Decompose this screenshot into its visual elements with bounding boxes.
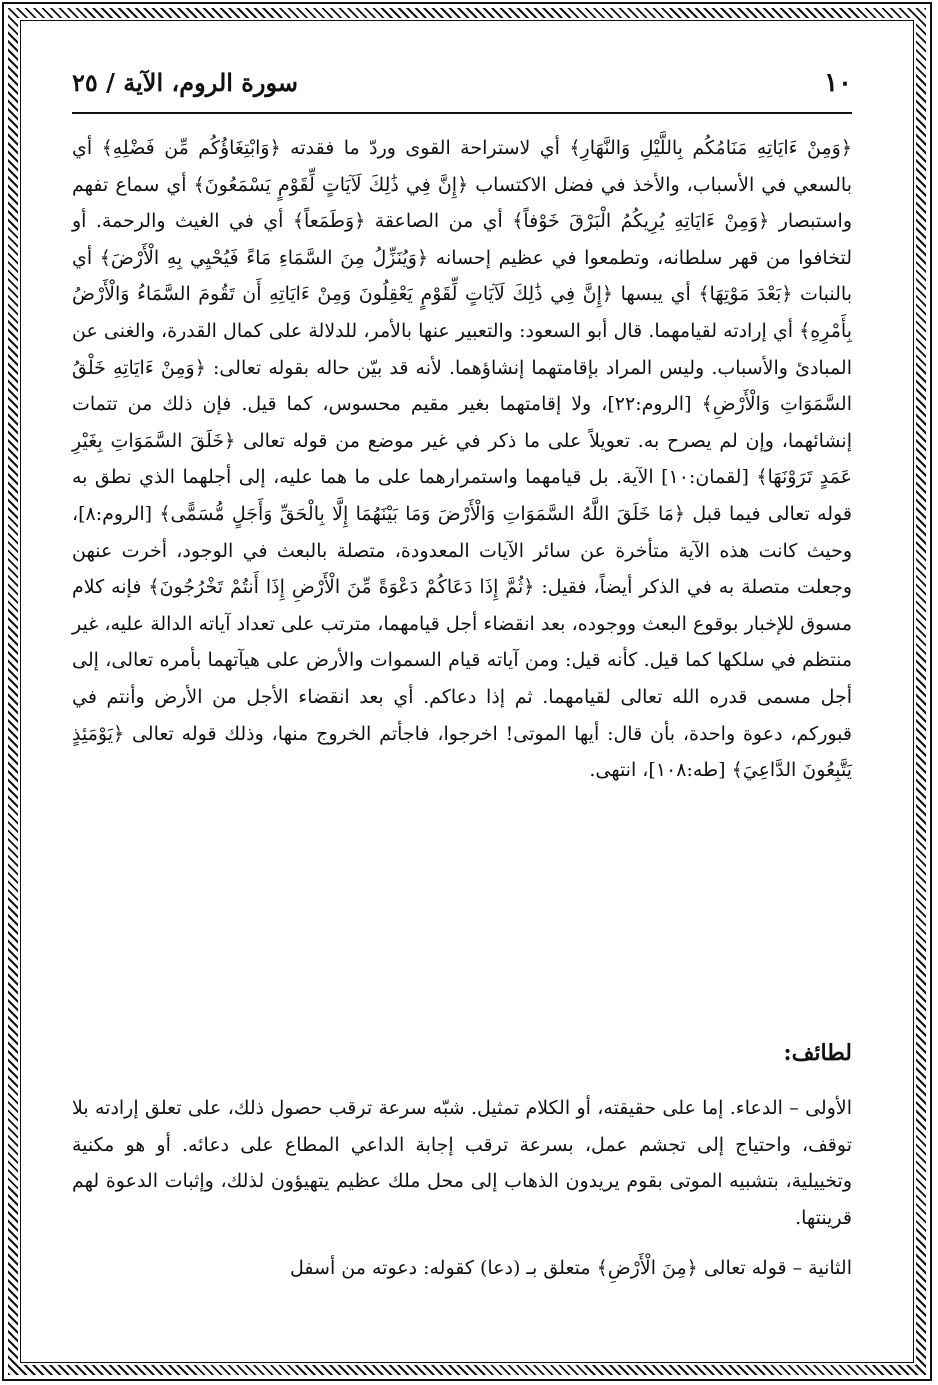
lataif-first: الأولى – الدعاء. إما على حقيقته، أو الكلام تمثيل. شبّه سرعة ترقب حصول ذلك، على تعلق إرادته بلا توقف، واحتياج إلى تجشم عمل، بسرعة ترقب إجابة الداعي المطاع على دعائه. أو هو مكنية وتخييلية، بتشبيه الموتى بقوم يريدون الذهاب إلى محل ملك عظيم يتهيؤون لذلك، وإثبات الدعوة لهم قرينتها. [72,1097,852,1229]
lataif-second: الثانية – قوله تعالى ﴿مِنَ الْأَرْضِ﴾ متعلق بـ (دعا) كقوله: دعوته من أسفل [290,1257,852,1280]
page-header [72,66,852,106]
main-text [72,130,852,789]
lataif-heading: لطائف: [783,1040,852,1066]
lataif-section [72,1090,852,1287]
tafsir-paragraph: ﴿وَمِنْ ءَايَاتِهِ مَنَامُكُم بِاللَّيْلِ وَالنَّهَارِ﴾ أي لاستراحة القوى وردّ ما فقدته ﴿وَابْتِغَاؤُكُم مِّن فَضْلِهِ﴾ أي بالسعي في الأسباب، والأخذ في فضل الاكتساب ﴿إِنَّ فِي ذَٰلِكَ لَآيَاتٍ لِّقَوْمٍ يَسْمَعُونَ﴾ أي سماع تفهم واستبصار ﴿وَمِنْ ءَايَاتِهِ يُرِيكُمُ الْبَرْقَ خَوْفاً﴾ أي من الصاعقة ﴿وَطَمَعاً﴾ أي في الغيث والرحمة. أو لتخافوا من قهر سلطانه، وتطمعوا في عظيم إحسانه ﴿وَيُنَزِّلُ مِنَ السَّمَاءِ مَاءً فَيُحْيِي بِهِ الْأَرْضَ﴾ أي بالنبات ﴿بَعْدَ مَوْتِهَا﴾ أي يبسها ﴿إِنَّ فِي ذَٰلِكَ لَآيَاتٍ لِّقَوْمٍ يَعْقِلُونَ وَمِنْ ءَايَاتِهِ أَن تَقُومَ السَّمَاءُ وَالْأَرْضُ بِأَمْرِهِ﴾ أي إرادته لقيامهما. قال أبو السعود: والتعبير عنها بالأمر، للدلالة على كمال القدرة، والغنى عن المبادئ والأسباب. وليس المراد بإقامتهما إنشاؤهما. لأنه قد بيّن حاله بقوله تعالى: ﴿وَمِنْ ءَايَاتِهِ خَلْقُ السَّمَوَاتِ وَالْأَرْضِ﴾ [الروم:٢٢]، ولا إقامتهما بغير مقيم محسوس، كما قيل. فإن ذلك من تتمات إنشائهما، وإن لم يصرح به. تعويلاً على ما ذكر في غير موضع من قوله تعالى ﴿خَلَقَ السَّمَوَاتِ بِغَيْرِ عَمَدٍ تَرَوْنَهَا﴾ [لقمان:١٠] الآية. بل قيامهما واستمرارهما على ما هما عليه، إلى أجلهما الذي نطق به قوله تعالى فيما قبل ﴿مَا خَلَقَ اللَّهُ السَّمَوَاتِ وَالْأَرْضَ وَمَا بَيْنَهُمَا إِلَّا بِالْحَقِّ وَأَجَلٍ مُّسَمًّى﴾ [الروم:٨]، وحيث كانت هذه الآية متأخرة عن سائر الآيات المعدودة، متصلة بالبعث في الوجود، أخرت عنهن وجعلت متصلة به في الذكر أيضاً، فقيل: ﴿ثُمَّ إِذَا دَعَاكُمْ دَعْوَةً مِّنَ الْأَرْضِ إِذَا أَنتُمْ تَخْرُجُونَ﴾ فإنه كلام مسوق للإخبار بوقوع البعث ووجوده، بعد انقضاء أجل قيامهما، مترتب على تعداد آياته الدالة عليه، غير منتظم في سلكها كما قيل. كأنه قيل: ومن آياته قيام السموات والأرض على هيآتهما بأمره تعالى، إلى أجل مسمى قدره الله تعالى لقيامهما. ثم إذا دعاكم. أي بعد انقضاء الأجل من الأرض وأنتم في قبوركم، دعوة واحدة، بأن قال: أيها الموتى! اخرجوا، فاجأتم الخروج منها، وذلك قوله تعالى ﴿يَوْمَئِذٍ يَتَّبِعُونَ الدَّاعِيَ﴾ [طه:١٠٨]، انتهى. [72,137,852,782]
surah-title: سورة الروم، الآية / ٢٥ [72,68,298,97]
page-number: ١٠ [824,68,852,98]
header-divider [72,112,852,114]
